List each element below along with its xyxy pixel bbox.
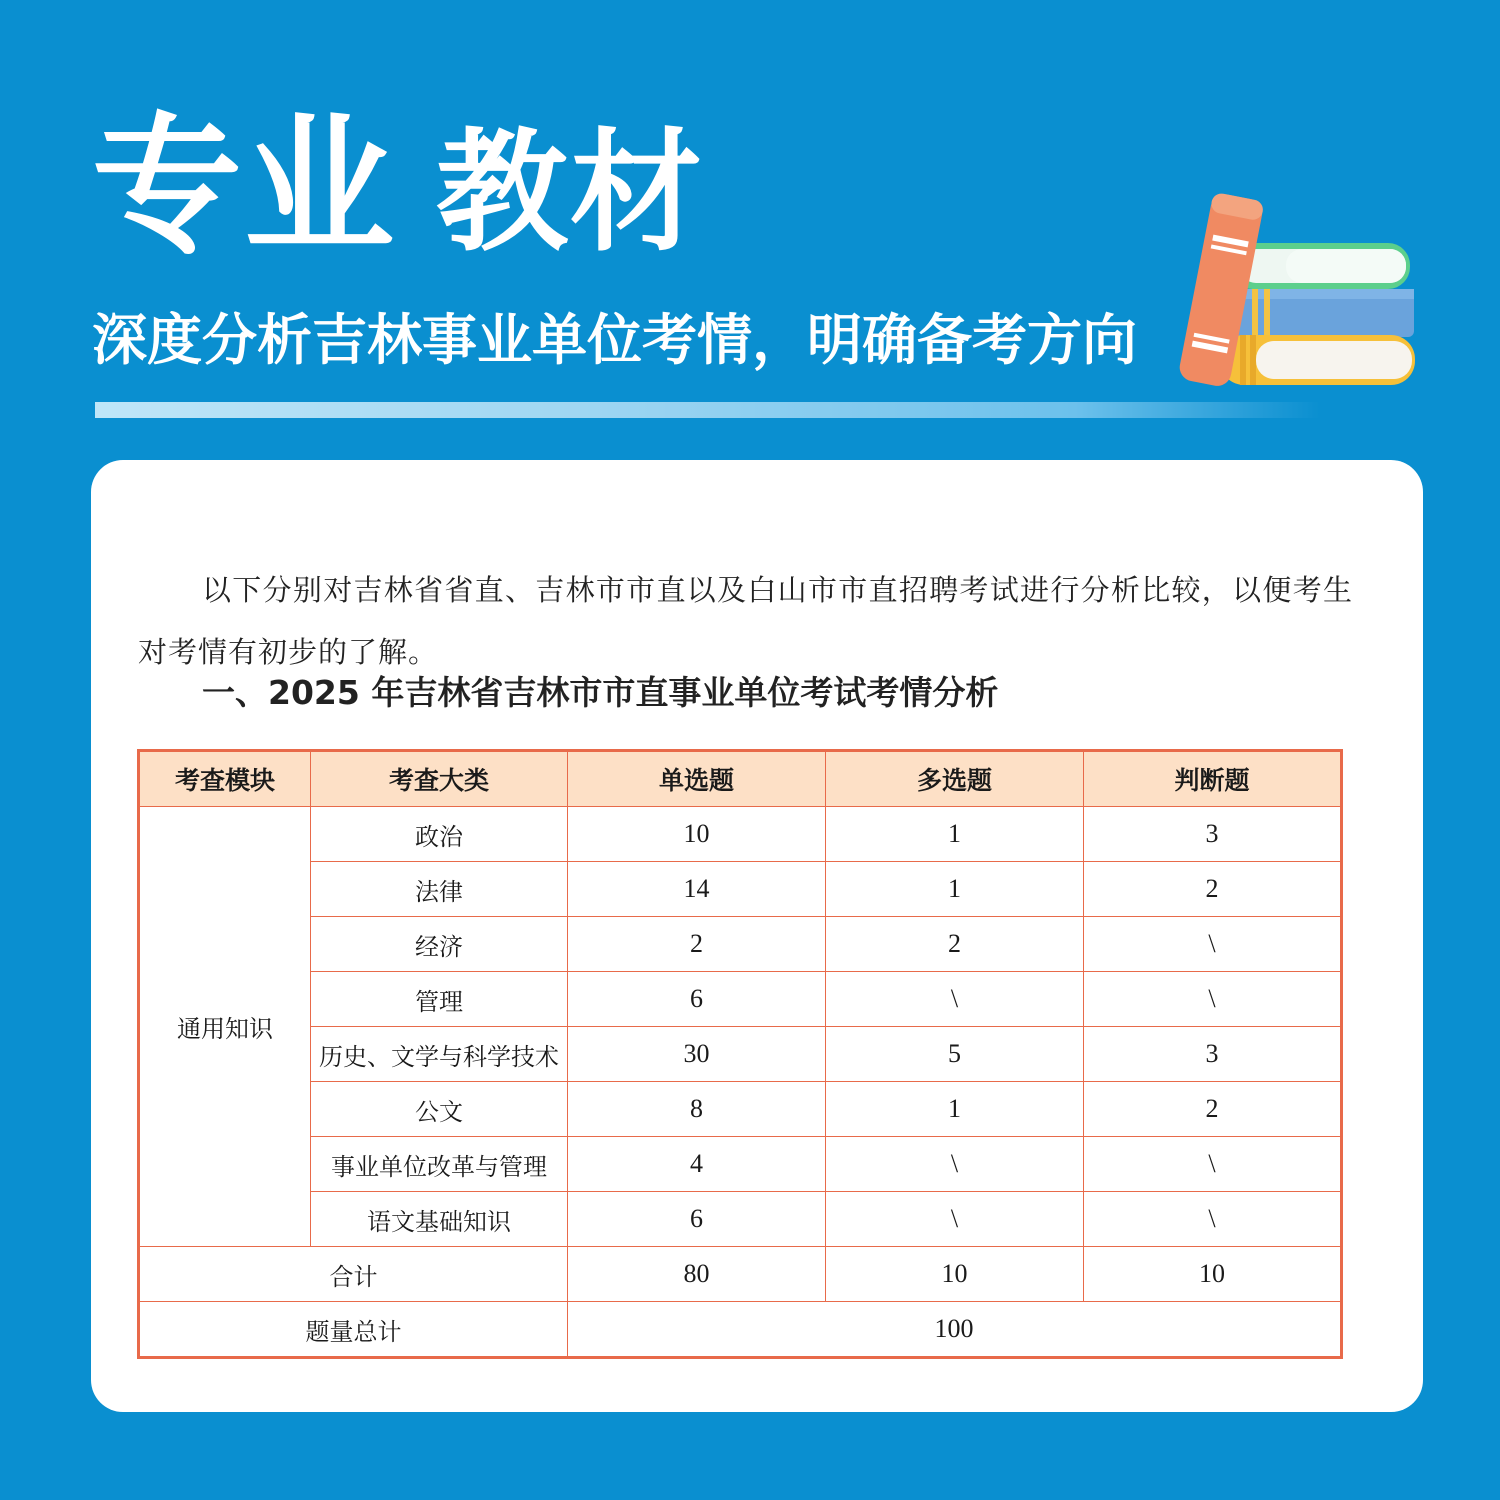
category-cell: 管理	[311, 972, 568, 1027]
category-cell: 法律	[311, 862, 568, 917]
grand-total-label: 题量总计	[139, 1302, 568, 1358]
category-cell: 历史、文学与科学技术	[311, 1027, 568, 1082]
header-multi: 多选题	[826, 751, 1084, 807]
single-cell: 4	[568, 1137, 826, 1192]
intro-paragraph: 以下分别对吉林省省直、吉林市市直以及白山市市直招聘考试进行分析比较，以便考生对考情有初步的了解。	[138, 573, 1353, 669]
single-cell: 30	[568, 1027, 826, 1082]
judge-cell: 2	[1084, 862, 1342, 917]
judge-cell: 2	[1084, 1082, 1342, 1137]
single-cell: 10	[568, 807, 826, 862]
table-row	[139, 1137, 1342, 1192]
single-cell: 8	[568, 1082, 826, 1137]
judge-cell: \	[1084, 1137, 1342, 1192]
multi-cell: \	[826, 1137, 1084, 1192]
judge-cell: 3	[1084, 807, 1342, 862]
table-row	[139, 1082, 1342, 1137]
judge-cell: 3	[1084, 1027, 1342, 1082]
category-cell: 公文	[311, 1082, 568, 1137]
multi-cell: 5	[826, 1027, 1084, 1082]
table-row	[139, 862, 1342, 917]
single-cell: 6	[568, 1192, 826, 1247]
subtotal-row	[139, 1247, 1342, 1302]
subtotal-judge: 10	[1084, 1247, 1342, 1302]
table-header-row	[139, 751, 1342, 807]
grand-total-value: 100	[568, 1302, 1342, 1358]
category-cell: 经济	[311, 917, 568, 972]
title-part1: 专业	[92, 100, 397, 274]
single-cell: 6	[568, 972, 826, 1027]
multi-cell: 2	[826, 917, 1084, 972]
multi-cell: 1	[826, 862, 1084, 917]
category-cell: 政治	[311, 807, 568, 862]
header-module: 考查模块	[139, 751, 311, 807]
judge-cell: \	[1084, 972, 1342, 1027]
table-row	[139, 1027, 1342, 1082]
subtotal-label: 合计	[139, 1247, 568, 1302]
single-cell: 14	[568, 862, 826, 917]
grand-total-row	[139, 1302, 1342, 1358]
section-title: 一、2025 年吉林省吉林市市直事业单位考试考情分析	[202, 673, 999, 712]
module-cell: 通用知识	[139, 807, 311, 1247]
multi-cell: 1	[826, 807, 1084, 862]
judge-cell: \	[1084, 917, 1342, 972]
header-single: 单选题	[568, 751, 826, 807]
exam-analysis-table	[137, 749, 1343, 1359]
title-part2: 教材	[436, 116, 705, 270]
single-cell: 2	[568, 917, 826, 972]
page-title	[92, 92, 704, 288]
subtotal-single: 80	[568, 1247, 826, 1302]
books-stack-icon	[1160, 185, 1420, 395]
table-row	[139, 917, 1342, 972]
table-row	[139, 972, 1342, 1027]
category-cell: 事业单位改革与管理	[311, 1137, 568, 1192]
judge-cell: \	[1084, 1192, 1342, 1247]
multi-cell: \	[826, 1192, 1084, 1247]
header-category: 考查大类	[311, 751, 568, 807]
multi-cell: 1	[826, 1082, 1084, 1137]
multi-cell: \	[826, 972, 1084, 1027]
header-judge: 判断题	[1084, 751, 1342, 807]
subtotal-multi: 10	[826, 1247, 1084, 1302]
page-subtitle: 深度分析吉林事业单位考情，明确备考方向	[92, 308, 1138, 372]
content-card	[91, 460, 1423, 1412]
table-row	[139, 807, 1342, 862]
category-cell: 语文基础知识	[311, 1192, 568, 1247]
header-divider	[95, 402, 1320, 418]
table-row	[139, 1192, 1342, 1247]
